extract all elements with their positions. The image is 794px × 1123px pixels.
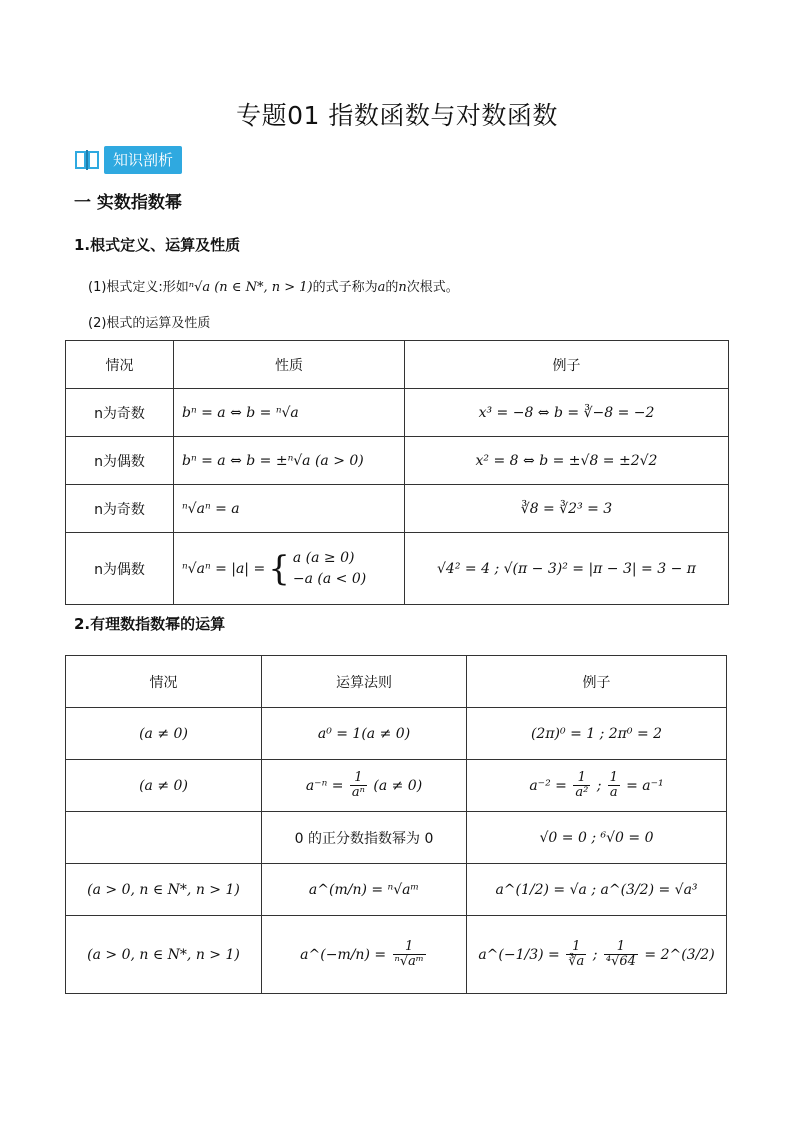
table-cell-piecewise: ⁿ√aⁿ = |a| = { a (a ≥ 0) −a (a < 0): [174, 533, 405, 605]
fraction: $\frac{1}{\text{⁴√64}}$: [605, 938, 636, 969]
subsection-heading-2: 2.有理数指数幂的运算: [74, 615, 226, 633]
paragraph-definition: (1)根式定义:形如ⁿ√a (n ∈ N*, n > 1)的式子称为a的n次根式。: [88, 280, 459, 295]
table-cell: ∛8 = ∛2³ = 3: [405, 485, 729, 533]
section-badge: [74, 146, 182, 174]
table-row: [66, 916, 727, 994]
table-header: 情况: [66, 341, 174, 389]
table-row: [66, 533, 729, 605]
table-header: 运算法则: [262, 656, 467, 708]
table-row: [66, 389, 729, 437]
table-cell: x² = 8 ⇔ b = ±√8 = ±2√2: [405, 437, 729, 485]
table-cell: a⁰ = 1(a ≠ 0): [262, 708, 467, 760]
radical-table: [65, 340, 729, 605]
table-cell: ⁿ√aⁿ = a: [174, 485, 405, 533]
table-row: [66, 708, 727, 760]
table-header: 例子: [405, 341, 729, 389]
table-cell: n为奇数: [66, 485, 174, 533]
table-cell: (a > 0, n ∈ N*, n > 1): [66, 864, 262, 916]
table-cell: √4² = 4 ; √(π − 3)² = |π − 3| = 3 − π: [405, 533, 729, 605]
table-cell: √0 = 0 ; ⁶√0 = 0: [467, 812, 727, 864]
table-row: [66, 485, 729, 533]
table-row: [66, 760, 727, 812]
table-cell: 0 的正分数指数幂为 0: [262, 812, 467, 864]
table-cell: x³ = −8 ⇔ b = ∛−8 = −2: [405, 389, 729, 437]
fraction: $\frac{1}{\text{aⁿ}}$: [351, 769, 365, 800]
table-header: 情况: [66, 656, 262, 708]
table-row: [66, 437, 729, 485]
fraction: $\frac{1}{a}$: [609, 769, 618, 800]
paragraph-operations: (2)根式的运算及性质: [88, 316, 211, 331]
table-cell: a^(−1/3) = $\frac{1}{∛a}$ ; $\frac{1}{\text{⁴√64}}$ = 2^(3/2): [467, 916, 727, 994]
book-icon: [74, 147, 100, 173]
table-cell: (a ≠ 0): [66, 708, 262, 760]
table-cell: a^(m/n) = ⁿ√aᵐ: [262, 864, 467, 916]
table-cell: (a ≠ 0): [66, 760, 262, 812]
table-cell: a^(−m/n) = $\frac{1}{\text{ⁿ√aᵐ}}$: [262, 916, 467, 994]
subsection-heading-1: 1.根式定义、运算及性质: [74, 236, 241, 254]
table-cell: bⁿ = a ⇔ b = ±ⁿ√a (a > 0): [174, 437, 405, 485]
table-header-row: [66, 341, 729, 389]
fraction: $\frac{1}{∛a}$: [568, 938, 585, 969]
table-cell: a^(1/2) = √a ; a^(3/2) = √a³: [467, 864, 727, 916]
table-cell: n为偶数: [66, 437, 174, 485]
table-cell: bⁿ = a ⇔ b = ⁿ√a: [174, 389, 405, 437]
table-header: 例子: [467, 656, 727, 708]
table-header: 性质: [174, 341, 405, 389]
brace-glyph: {: [268, 548, 290, 589]
table-cell: n为奇数: [66, 389, 174, 437]
table-cell: a⁻ⁿ = $\frac{1}{\text{aⁿ}}$ (a ≠ 0): [262, 760, 467, 812]
table-cell: (a > 0, n ∈ N*, n > 1): [66, 916, 262, 994]
page-title: 专题01 指数函数与对数函数: [236, 101, 558, 130]
table-cell: [66, 812, 262, 864]
table-cell: (2π)⁰ = 1 ; 2π⁰ = 2: [467, 708, 727, 760]
badge-label: 知识剖析: [104, 146, 182, 174]
table-header-row: [66, 656, 727, 708]
exponent-table: [65, 655, 727, 994]
fraction: $\frac{1}{\text{a²}}$: [575, 769, 589, 800]
table-row: [66, 864, 727, 916]
section-heading: 一 实数指数幂: [74, 193, 182, 213]
table-row: [66, 812, 727, 864]
fraction: $\frac{1}{\text{ⁿ√aᵐ}}$: [394, 938, 424, 969]
table-cell: n为偶数: [66, 533, 174, 605]
table-cell: a⁻² = $\frac{1}{\text{a²}}$ ; $\frac{1}{a}$ = a⁻¹: [467, 760, 727, 812]
